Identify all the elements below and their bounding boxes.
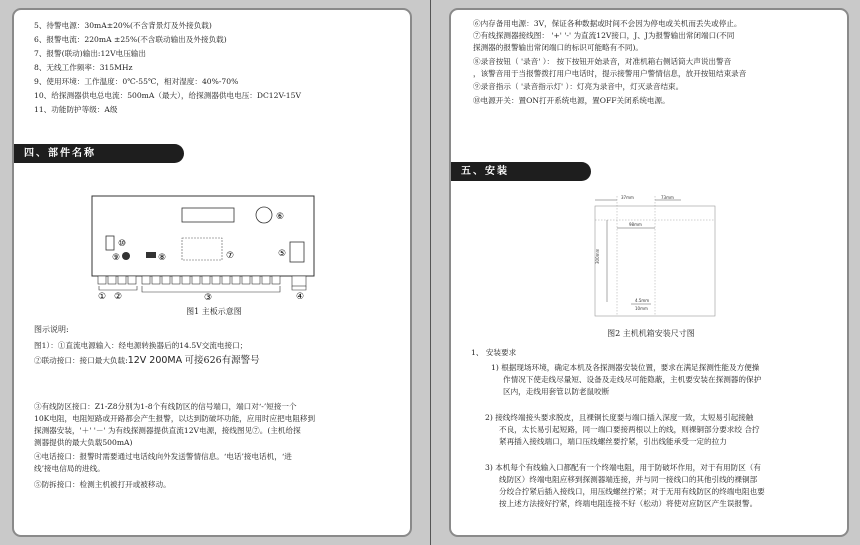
spec-line-9: 9、使用环境：工作温度：0℃-55℃，相对湿度：40%-70% bbox=[34, 77, 239, 86]
dim-300mm: 300mm bbox=[595, 248, 600, 264]
legend-4-line: 线’接电信局的进线。 bbox=[34, 464, 105, 473]
callout-8: ⑧ bbox=[158, 253, 167, 263]
callout-5: ⑤ bbox=[278, 249, 287, 259]
spec-line-7: 7、报警(联动)输出:12V电压输出 bbox=[34, 49, 146, 58]
legend-3-line: 测器提供的最大负载500mA) bbox=[34, 438, 133, 447]
legend-5: ⑤防拆接口：检测主机被打开或被移动。 bbox=[34, 480, 171, 489]
install-1-line: 1) 根据现场环境，确定本机及各探测器安装位置，要求在满足探测性能及方便操 bbox=[491, 363, 760, 372]
callout-10: ⑩ bbox=[118, 239, 127, 249]
callout-2: ② bbox=[114, 292, 123, 300]
figure-2-caption: 图2 主机机箱安装尺寸图 bbox=[607, 329, 695, 338]
right-page bbox=[449, 8, 849, 537]
install-1-line: 区内，走线用套管以防老鼠咬断 bbox=[503, 387, 610, 396]
install-req-3 bbox=[485, 462, 765, 510]
install-3-line: 按上述方法接好拧紧，终端电阻连接不好（松动）将使对应防区产生误报警。 bbox=[499, 499, 758, 508]
legend-6-line: ⑥内存备用电源：3V，保证各种数据或时间不会因为停电或关机而丢失或停止。 bbox=[473, 19, 742, 28]
callout-6: ⑥ bbox=[276, 212, 285, 222]
callout-9: ⑨ bbox=[112, 253, 121, 263]
legend-title: 图示说明: bbox=[34, 325, 69, 334]
install-3-line: 分绞合拧紧后插入接线口，用压线螺丝拧紧；对于无用有线防区的终端电阻也要 bbox=[499, 487, 765, 496]
install-heading: 1、 安装要求 bbox=[471, 348, 517, 357]
install-2-line: 2) 接线终端接头要求脱皮，且裸铜长度要与端口插入深度一致，太短易引起接触 bbox=[485, 413, 754, 422]
legend-2-suffix: 可接626有源警号 bbox=[184, 355, 260, 366]
section-5-title: 五、安装 bbox=[451, 162, 591, 181]
legend-3-line: ③有线防区接口：Z1-Z8分别为1-8个有线防区的信号端口，端口对‘-’短接一个 bbox=[34, 402, 297, 411]
mainboard-diagram bbox=[84, 190, 334, 300]
legend-8-line: ，该警音用于当报警拨打用户电话时，提示接警用户警情信息，放开按钮结束录音 bbox=[473, 69, 747, 78]
legend-2 bbox=[34, 355, 260, 366]
legend-8 bbox=[473, 56, 746, 80]
dim-73mm: 73mm bbox=[661, 195, 674, 200]
legend-3 bbox=[34, 401, 315, 449]
install-1-line: 作情况下使走线尽量短、设备及走线尽可能隐蔽，主机要安装在探测器的保护 bbox=[503, 375, 762, 384]
legend-7-line: 探测器的报警输出常闭端口的标识可能略有不同)。 bbox=[473, 43, 644, 52]
install-2-line: 紧再插入接线端口，端口压线螺丝要拧紧，引出线能承受一定的拉力 bbox=[499, 437, 727, 446]
dim-4-5mm: 4.5mm bbox=[635, 298, 650, 303]
install-req-2 bbox=[485, 412, 760, 448]
callout-1: ① bbox=[98, 292, 107, 300]
page-divider bbox=[430, 0, 431, 545]
legend-2-prefix: ②联动接口：接口最大负载: bbox=[34, 356, 128, 365]
spec-line-8: 8、无线工作频率：315MHz bbox=[34, 63, 133, 72]
legend-4 bbox=[34, 451, 292, 475]
legend-4-line: ④电话接口：报警时需要通过电话线向外发送警情信息。‘电话’接电话机，‘进 bbox=[34, 452, 292, 461]
legend-6-7 bbox=[473, 18, 742, 54]
spec-line-10: 10、给探测器供电总电流：500mA（最大），给探测器供电电压：DC12V-15V bbox=[34, 91, 301, 100]
legend-9: ⑨录音指示（ '录音指示灯' ）：灯亮为录音中，灯灭录音结束。 bbox=[473, 82, 684, 91]
dim-10mm: 10mm bbox=[635, 306, 648, 311]
callout-4: ④ bbox=[296, 292, 305, 300]
legend-10: ⑩电源开关：置ON打开系统电源，置OFF关闭系统电源。 bbox=[473, 96, 670, 105]
legend-1: 图1）：①直流电源输入：经电源转换器后的14.5V交流电接口； bbox=[34, 341, 248, 350]
mounting-diagram bbox=[591, 192, 721, 322]
callout-7: ⑦ bbox=[226, 251, 235, 261]
left-page bbox=[12, 8, 412, 537]
section-4-title: 四、部件名称 bbox=[14, 144, 184, 163]
spec-line-6: 6、报警电流：220mA ±25%(不含联动输出及外接负载) bbox=[34, 35, 227, 44]
legend-3-line: 探测器安装，'＋' '－' 为有线探测器提供直流12V电源，接线图见⑦。(主机给探 bbox=[34, 426, 301, 435]
install-3-line: 线防区）终端电阻应移到探测器端连接，并与同一接线口的其他引线的裸铜部 bbox=[499, 475, 758, 484]
legend-2-big: 12V 200MA bbox=[127, 355, 183, 366]
figure-1-caption: 图1 主板示意图 bbox=[186, 307, 242, 316]
install-3-line: 3) 本机每个有线输入口都配有一个终端电阻，用于防破坏作用，对于有用防区（有 bbox=[485, 463, 761, 472]
legend-8-line: ⑧录音按钮（ '录音' ）： 按下按钮开始录音，对准机箱右侧话筒大声说出警音 bbox=[473, 57, 732, 66]
dim-37mm: 37mm bbox=[621, 195, 634, 200]
spec-line-5: 5、待警电源：30mA±20%(不含背景灯及外接负载) bbox=[34, 21, 212, 30]
legend-3-line: 10K电阻，电阻短路或开路都会产生报警，以达到防破坏功能，应用时应把电阻移到 bbox=[34, 414, 316, 423]
spec-line-11: 11、功能防护等级：A级 bbox=[34, 105, 118, 114]
dim-98mm: 98mm bbox=[629, 222, 642, 227]
install-req-1 bbox=[491, 362, 761, 398]
legend-7-line: ⑦有线探测器接线图： '+' '-' 为直流12V接口，J、J为报警输出常闭端口(不同 bbox=[473, 31, 735, 40]
callout-3: ③ bbox=[204, 293, 213, 300]
install-2-line: 不良，太长易引起短路，同一端口要接两根以上的线，则裸铜部分要求绞 合拧 bbox=[499, 425, 760, 434]
